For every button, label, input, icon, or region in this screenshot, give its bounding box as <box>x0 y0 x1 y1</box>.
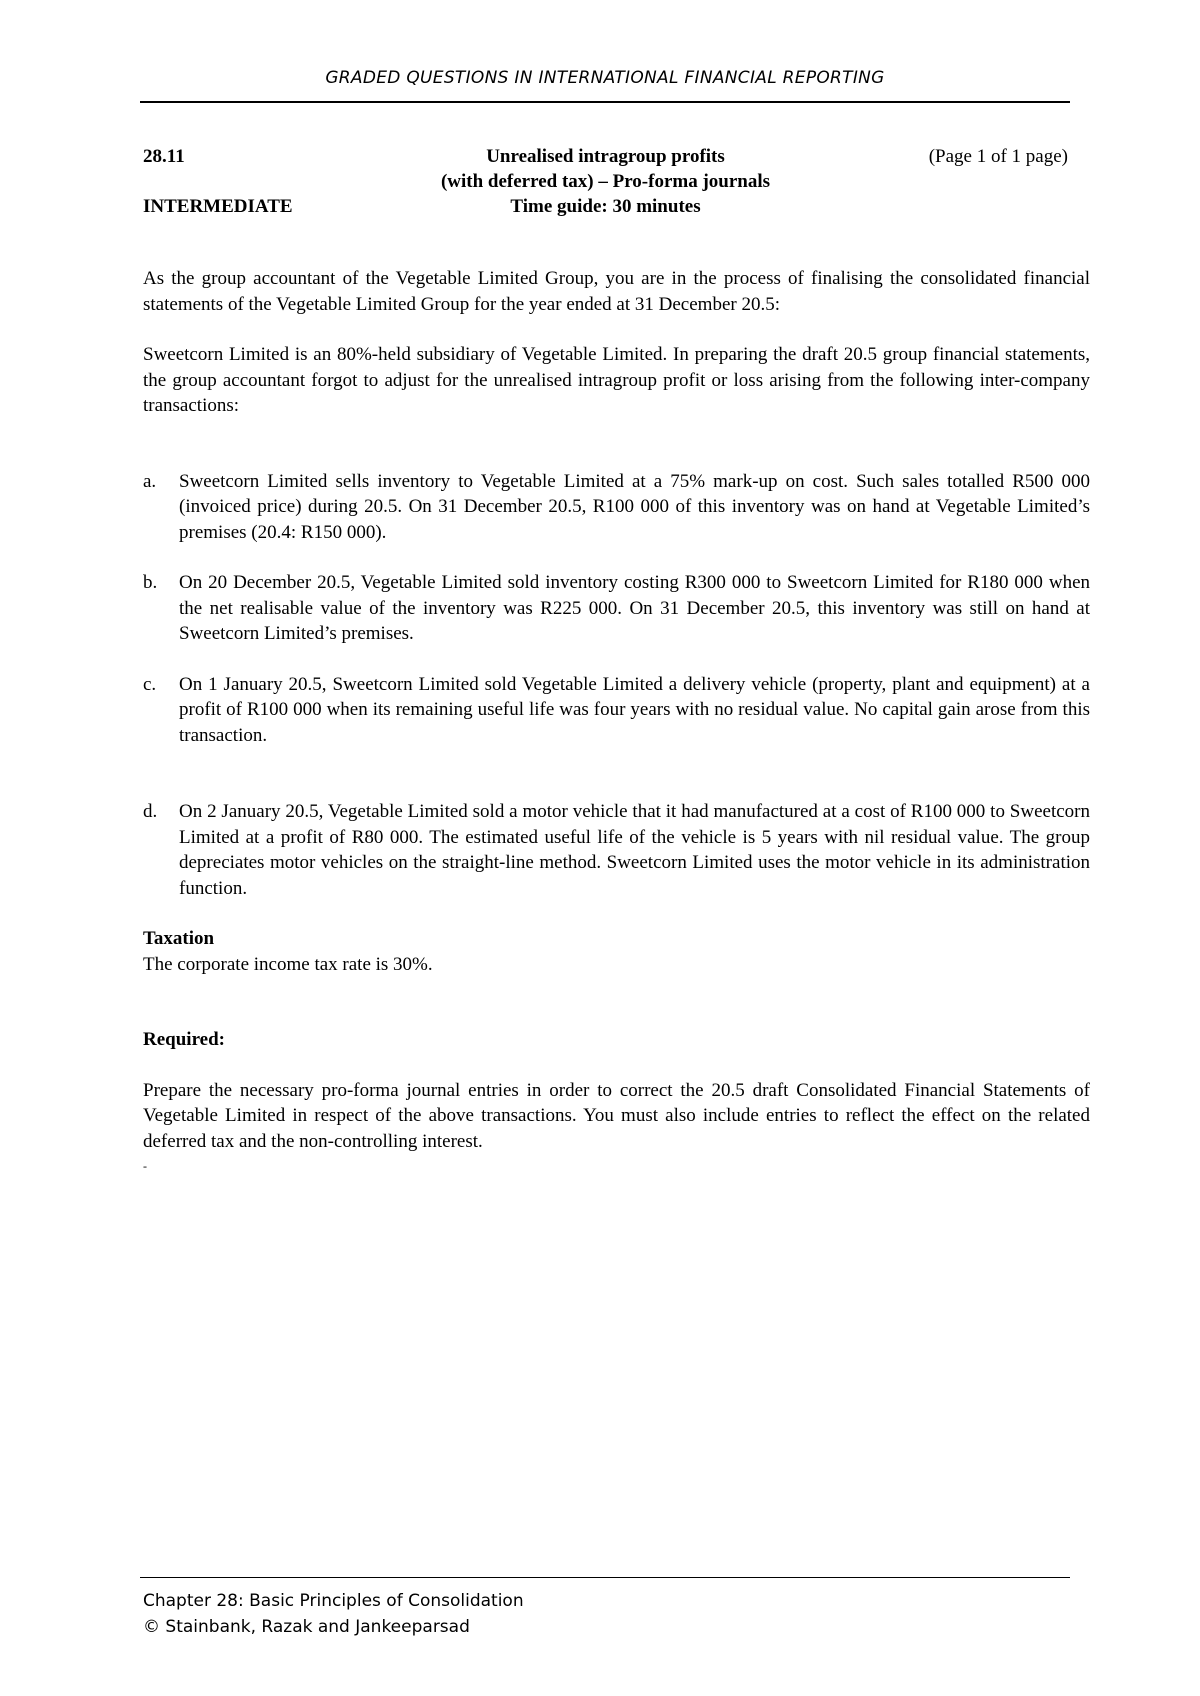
trailing-mark: - <box>143 1159 147 1173</box>
question-subtitle: (with deferred tax) – Pro-forma journals <box>440 171 771 192</box>
question-number: 28.11 <box>143 146 185 167</box>
taxation-heading: Taxation <box>143 928 215 949</box>
list-item <box>143 799 1090 901</box>
header-divider <box>140 101 1070 103</box>
list-item-text: Sweetcorn Limited sells inventory to Vegetable Limited at a 75% mark-up on cost. Such sales totalled R500 000 (invoiced price) during 20.5. On 31 December 20.5, R100 000 of this inventory was on hand at Vegetable Limited’s premises (20.4: R150 000). <box>179 470 1090 543</box>
page-info: (Page 1 of 1 page) <box>928 146 1068 167</box>
footer-divider <box>140 1577 1070 1578</box>
required-text: Prepare the necessary pro-forma journal entries in order to correct the 20.5 draft Consolidated Financial Statements of Vegetable Limited in respect of the above transactions. You must also include entries to reflect the effect on the related deferred tax and the non-controlling interest. <box>143 1079 1090 1152</box>
intro-paragraph: As the group accountant of the Vegetable Limited Group, you are in the process of finalising the consolidated financial statements of the Vegetable Limited Group for the year ended at 31 December 20.5: <box>143 268 1090 315</box>
question-level: INTERMEDIATE <box>143 196 293 217</box>
footer-chapter: Chapter 28: Basic Principles of Consolidation <box>143 1591 524 1611</box>
subsidiary-paragraph: Sweetcorn Limited is an 80%-held subsidiary of Vegetable Limited. In preparing the draft 20.5 group financial statements, the group accountant forgot to adjust for the unrealised intragroup profit or loss arising from the following inter-company transactions: <box>143 344 1090 416</box>
list-item-marker: d. <box>143 801 158 822</box>
list-item-marker: a. <box>143 470 157 492</box>
question-title: Unrealised intragroup profits <box>486 146 725 167</box>
page-header-title: GRADED QUESTIONS IN INTERNATIONAL FINANCIAL REPORTING <box>325 68 885 88</box>
list-item-text: On 20 December 20.5, Vegetable Limited sold inventory costing R300 000 to Sweetcorn Limited for R180 000 when the net realisable value of the inventory was R225 000. On 31 December 20.5, this inventory was still on hand at Sweetcorn Limited’s premises. <box>179 572 1090 644</box>
taxation-text: The corporate income tax rate is 30%. <box>143 953 433 975</box>
required-heading: Required: <box>143 1029 225 1050</box>
question-header-row-1 <box>143 144 1068 169</box>
list-item <box>143 469 1090 546</box>
time-guide: Time guide: 30 minutes <box>510 196 701 217</box>
question-header-row-3 <box>143 194 1068 219</box>
page-footer <box>143 1588 524 1640</box>
question-header-row-2 <box>143 169 1068 194</box>
list-item <box>143 570 1090 647</box>
footer-copyright: © Stainbank, Razak and Jankeeparsad <box>143 1617 470 1637</box>
list-item-marker: c. <box>143 673 157 695</box>
list-item-text: On 2 January 20.5, Vegetable Limited sold a motor vehicle that it had manufactured at a cost of R100 000 to Sweetcorn Limited at a profit of R80 000. The estimated useful life of the vehicle is 5 years with nil residual value. The group depreciates motor vehicles on the straight-line method. Sweetcorn Limited uses the motor vehicle in its administration function. <box>179 801 1090 899</box>
list-item <box>143 672 1090 749</box>
question-body <box>143 266 1090 1180</box>
list-item-marker: b. <box>143 572 158 593</box>
question-header <box>143 144 1068 219</box>
list-item-text: On 1 January 20.5, Sweetcorn Limited sold Vegetable Limited a delivery vehicle (property, plant and equipment) at a profit of R100 000 when its remaining useful life was four years with no residual value. No capital gain arose from this transaction. <box>179 673 1090 746</box>
